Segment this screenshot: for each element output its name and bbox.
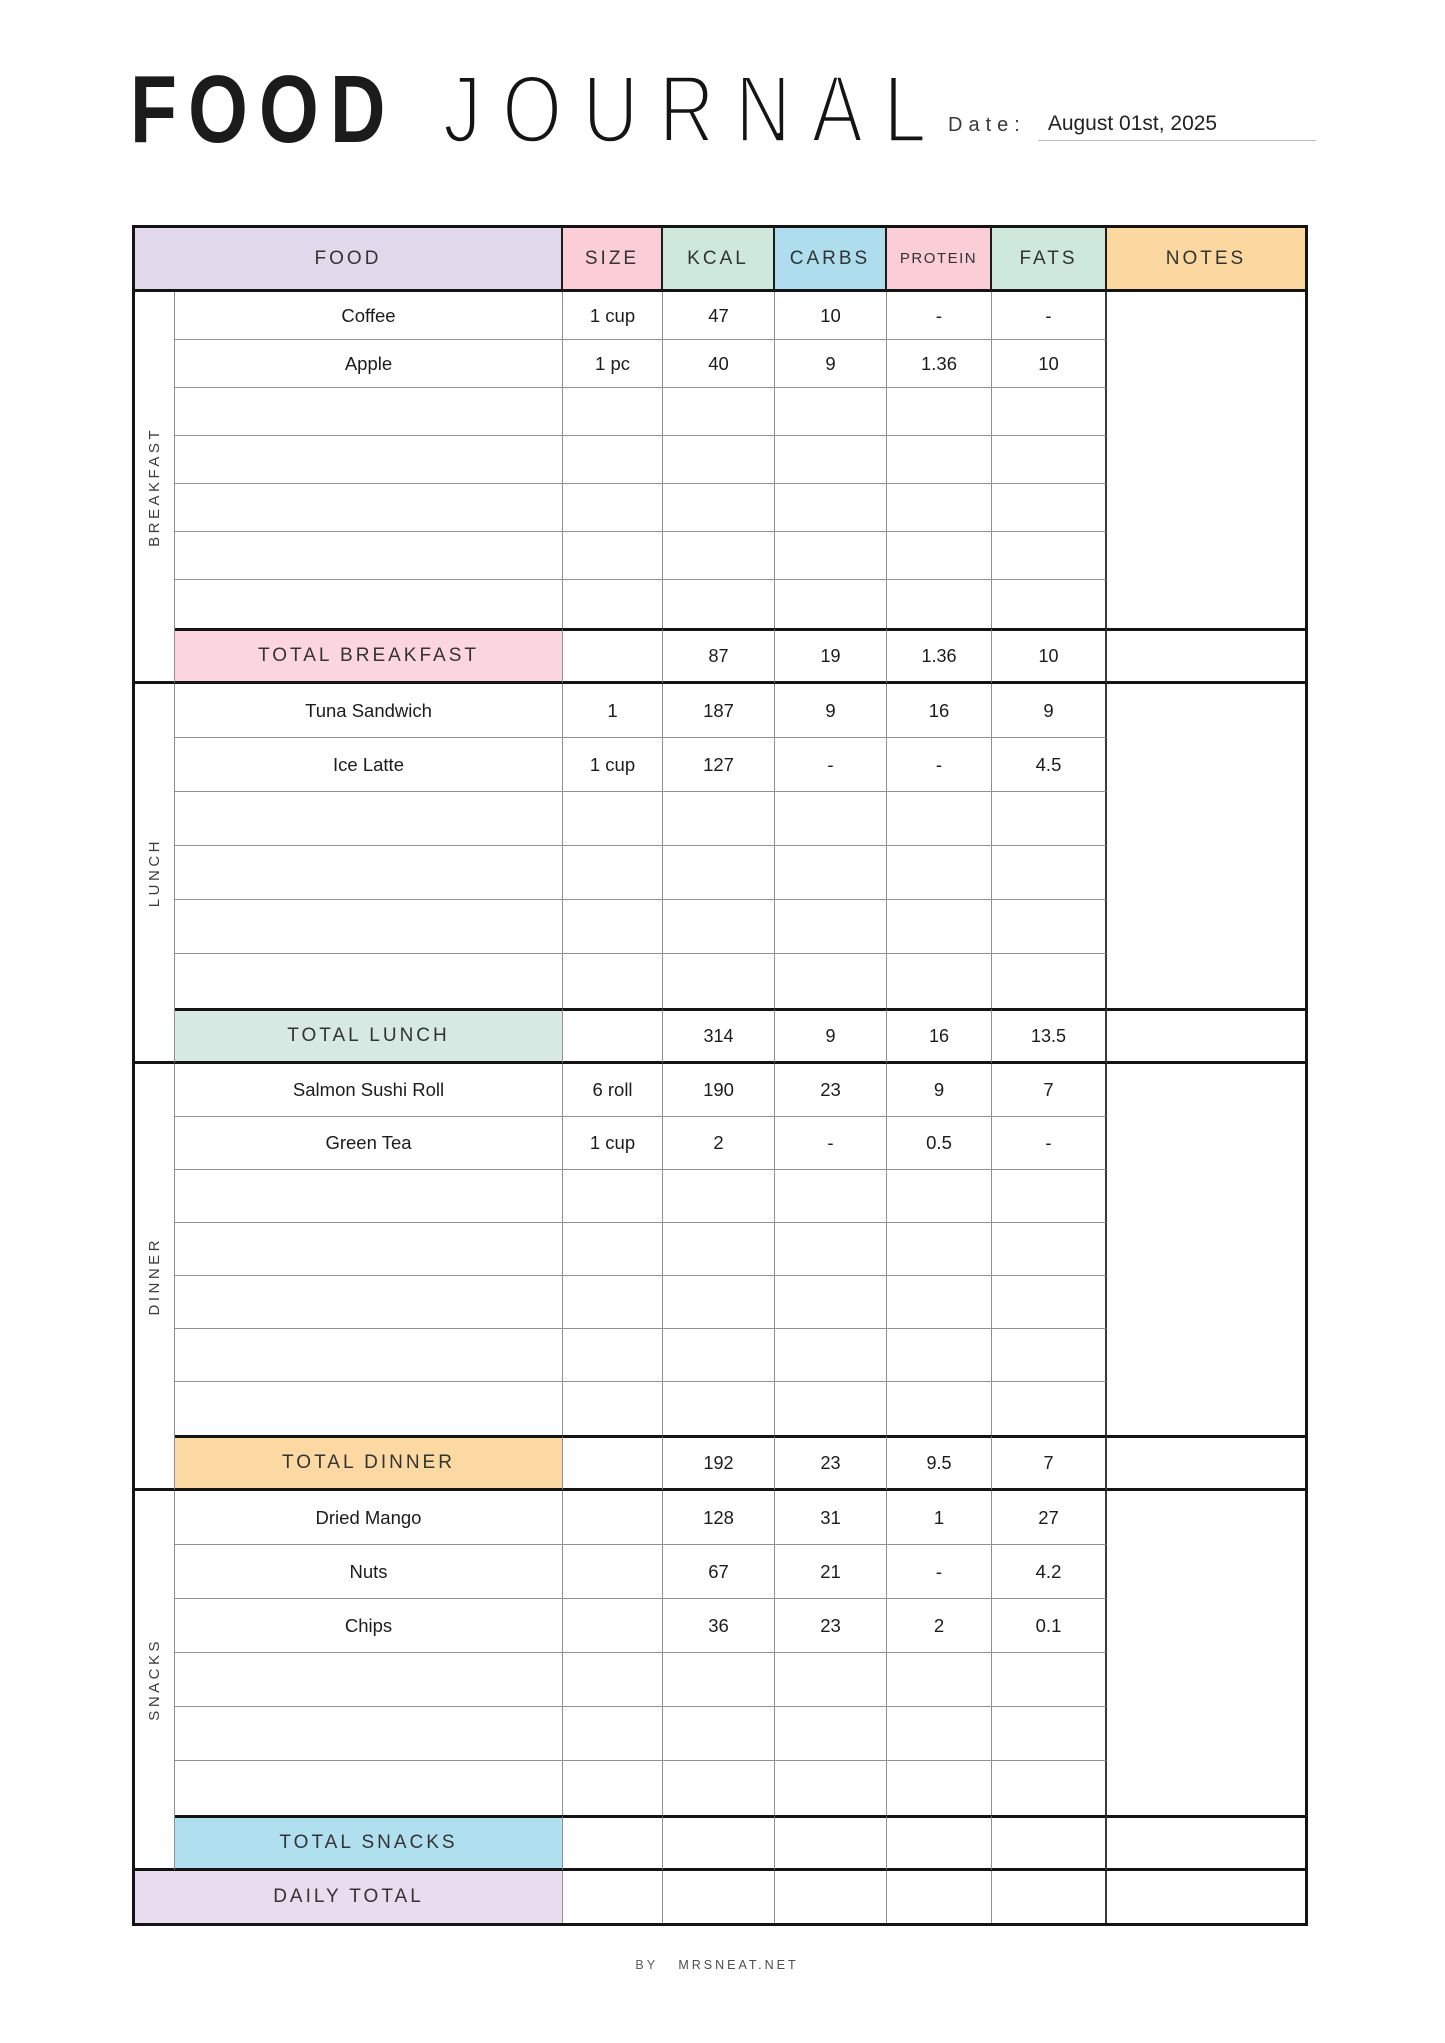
cell-breakfast-fats: [992, 436, 1107, 484]
cell-breakfast-food: Coffee: [175, 292, 563, 340]
cell-lunch-kcal: [663, 954, 775, 1008]
cell-dinner-size: 1 cup: [563, 1117, 663, 1170]
daily-cell-kcal: [663, 1871, 775, 1923]
cell-dinner-fats: 7: [992, 1064, 1107, 1117]
cell-snacks-size: [563, 1599, 663, 1653]
total-cell-breakfast-protein: 1.36: [887, 628, 992, 684]
cell-dinner-kcal: 190: [663, 1064, 775, 1117]
cell-lunch-protein: -: [887, 738, 992, 792]
cell-breakfast-kcal: [663, 580, 775, 628]
total-row-label-dinner: TOTAL DINNER: [175, 1435, 563, 1491]
cell-snacks-protein: 1: [887, 1491, 992, 1545]
cell-dinner-food: Green Tea: [175, 1117, 563, 1170]
cell-lunch-kcal: [663, 900, 775, 954]
section-label-lunch: [135, 684, 175, 1064]
cell-breakfast-size: [563, 484, 663, 532]
cell-lunch-food: Ice Latte: [175, 738, 563, 792]
cell-breakfast-food: [175, 388, 563, 436]
cell-dinner-food: [175, 1276, 563, 1329]
cell-snacks-kcal: [663, 1653, 775, 1707]
total-cell-snacks-carbs: [775, 1815, 887, 1871]
cell-breakfast-carbs: [775, 436, 887, 484]
cell-breakfast-size: [563, 532, 663, 580]
cell-breakfast-size: [563, 388, 663, 436]
cell-dinner-carbs: [775, 1223, 887, 1276]
cell-snacks-food: Nuts: [175, 1545, 563, 1599]
total-cell-dinner-notes: [1107, 1435, 1305, 1491]
cell-lunch-fats: [992, 792, 1107, 846]
cell-dinner-protein: [887, 1223, 992, 1276]
total-cell-snacks-notes: [1107, 1815, 1305, 1871]
cell-breakfast-kcal: [663, 484, 775, 532]
footer-credit: [132, 1958, 1302, 1972]
cell-lunch-protein: [887, 792, 992, 846]
daily-total-label: DAILY TOTAL: [135, 1871, 563, 1923]
cell-lunch-food: [175, 954, 563, 1008]
cell-breakfast-protein: [887, 532, 992, 580]
section-label-breakfast: [135, 292, 175, 684]
cell-dinner-kcal: [663, 1382, 775, 1435]
cell-lunch-protein: [887, 900, 992, 954]
header-food: FOOD: [135, 228, 563, 292]
section-label-dinner: [135, 1064, 175, 1491]
daily-cell-fats: [992, 1871, 1107, 1923]
cell-breakfast-fats: 10: [992, 340, 1107, 388]
cell-snacks-protein: [887, 1653, 992, 1707]
cell-breakfast-fats: [992, 580, 1107, 628]
cell-dinner-size: [563, 1223, 663, 1276]
notes-area-breakfast: [1107, 292, 1305, 628]
cell-breakfast-food: [175, 532, 563, 580]
cell-lunch-food: [175, 846, 563, 900]
cell-lunch-carbs: [775, 792, 887, 846]
cell-breakfast-carbs: [775, 532, 887, 580]
date-value: August 01st, 2025: [1038, 112, 1316, 141]
total-cell-dinner-fats: 7: [992, 1435, 1107, 1491]
daily-cell-carbs: [775, 1871, 887, 1923]
total-row-label-breakfast: TOTAL BREAKFAST: [175, 628, 563, 684]
cell-breakfast-size: 1 cup: [563, 292, 663, 340]
title-word-food: FOOD: [130, 56, 397, 163]
cell-breakfast-protein: [887, 484, 992, 532]
total-cell-dinner-carbs: 23: [775, 1435, 887, 1491]
section-label-snacks: [135, 1491, 175, 1871]
cell-lunch-carbs: [775, 900, 887, 954]
cell-snacks-kcal: [663, 1761, 775, 1815]
cell-lunch-protein: [887, 846, 992, 900]
cell-lunch-kcal: 187: [663, 684, 775, 738]
daily-cell-size: [563, 1871, 663, 1923]
total-cell-lunch-fats: 13.5: [992, 1008, 1107, 1064]
cell-snacks-size: [563, 1491, 663, 1545]
cell-dinner-fats: [992, 1329, 1107, 1382]
food-journal-table: [132, 225, 1308, 1926]
notes-area-snacks: [1107, 1491, 1305, 1815]
cell-dinner-size: [563, 1382, 663, 1435]
cell-snacks-kcal: 67: [663, 1545, 775, 1599]
cell-dinner-protein: [887, 1382, 992, 1435]
cell-lunch-fats: [992, 846, 1107, 900]
total-cell-breakfast-notes: [1107, 628, 1305, 684]
cell-breakfast-protein: [887, 388, 992, 436]
cell-snacks-protein: [887, 1761, 992, 1815]
total-cell-breakfast-carbs: 19: [775, 628, 887, 684]
cell-lunch-food: Tuna Sandwich: [175, 684, 563, 738]
cell-dinner-fats: [992, 1223, 1107, 1276]
cell-dinner-food: [175, 1329, 563, 1382]
cell-snacks-fats: [992, 1653, 1107, 1707]
cell-breakfast-kcal: [663, 532, 775, 580]
cell-lunch-kcal: 127: [663, 738, 775, 792]
cell-breakfast-food: [175, 580, 563, 628]
cell-lunch-carbs: [775, 954, 887, 1008]
cell-breakfast-food: Apple: [175, 340, 563, 388]
cell-snacks-kcal: 128: [663, 1491, 775, 1545]
cell-snacks-food: Chips: [175, 1599, 563, 1653]
footer-by: BY: [635, 1958, 658, 1972]
cell-breakfast-fats: [992, 532, 1107, 580]
cell-breakfast-protein: 1.36: [887, 340, 992, 388]
total-cell-lunch-protein: 16: [887, 1008, 992, 1064]
total-cell-snacks-size: [563, 1815, 663, 1871]
header-protein: PROTEIN: [887, 228, 992, 292]
total-cell-dinner-kcal: 192: [663, 1435, 775, 1491]
cell-dinner-fats: [992, 1276, 1107, 1329]
cell-snacks-food: [175, 1707, 563, 1761]
total-cell-snacks-kcal: [663, 1815, 775, 1871]
cell-dinner-kcal: [663, 1170, 775, 1223]
cell-dinner-food: Salmon Sushi Roll: [175, 1064, 563, 1117]
total-cell-snacks-fats: [992, 1815, 1107, 1871]
cell-breakfast-protein: [887, 580, 992, 628]
cell-dinner-carbs: -: [775, 1117, 887, 1170]
cell-breakfast-fats: -: [992, 292, 1107, 340]
cell-dinner-size: 6 roll: [563, 1064, 663, 1117]
title-word-journal: JOURNAL: [443, 56, 948, 163]
cell-snacks-size: [563, 1761, 663, 1815]
cell-dinner-carbs: [775, 1382, 887, 1435]
cell-dinner-fats: [992, 1170, 1107, 1223]
cell-lunch-size: 1: [563, 684, 663, 738]
total-cell-lunch-size: [563, 1008, 663, 1064]
cell-snacks-food: Dried Mango: [175, 1491, 563, 1545]
cell-breakfast-kcal: 47: [663, 292, 775, 340]
notes-area-lunch: [1107, 684, 1305, 1008]
cell-dinner-size: [563, 1329, 663, 1382]
cell-dinner-protein: 0.5: [887, 1117, 992, 1170]
cell-breakfast-kcal: [663, 436, 775, 484]
cell-dinner-carbs: [775, 1276, 887, 1329]
total-cell-lunch-notes: [1107, 1008, 1305, 1064]
cell-breakfast-protein: [887, 436, 992, 484]
cell-breakfast-food: [175, 484, 563, 532]
cell-lunch-size: [563, 900, 663, 954]
cell-breakfast-carbs: 9: [775, 340, 887, 388]
total-cell-breakfast-size: [563, 628, 663, 684]
total-cell-breakfast-kcal: 87: [663, 628, 775, 684]
cell-breakfast-protein: -: [887, 292, 992, 340]
cell-snacks-carbs: 23: [775, 1599, 887, 1653]
cell-snacks-size: [563, 1707, 663, 1761]
daily-cell-notes: [1107, 1871, 1305, 1923]
cell-snacks-size: [563, 1653, 663, 1707]
cell-snacks-fats: 27: [992, 1491, 1107, 1545]
cell-lunch-fats: [992, 900, 1107, 954]
total-cell-lunch-carbs: 9: [775, 1008, 887, 1064]
cell-breakfast-size: 1 pc: [563, 340, 663, 388]
cell-snacks-kcal: 36: [663, 1599, 775, 1653]
cell-dinner-protein: [887, 1276, 992, 1329]
cell-lunch-fats: 4.5: [992, 738, 1107, 792]
total-row-label-snacks: TOTAL SNACKS: [175, 1815, 563, 1871]
total-cell-dinner-size: [563, 1435, 663, 1491]
cell-breakfast-carbs: [775, 580, 887, 628]
cell-lunch-size: [563, 846, 663, 900]
cell-breakfast-kcal: 40: [663, 340, 775, 388]
cell-lunch-size: [563, 792, 663, 846]
cell-breakfast-carbs: [775, 484, 887, 532]
cell-snacks-protein: 2: [887, 1599, 992, 1653]
cell-dinner-protein: [887, 1329, 992, 1382]
date-label: Date:: [948, 114, 1026, 136]
cell-snacks-carbs: [775, 1761, 887, 1815]
section-label-dinner-text: DINNER: [146, 1236, 163, 1316]
cell-dinner-kcal: [663, 1329, 775, 1382]
cell-lunch-carbs: -: [775, 738, 887, 792]
cell-snacks-food: [175, 1761, 563, 1815]
cell-breakfast-kcal: [663, 388, 775, 436]
header-fats: FATS: [992, 228, 1107, 292]
cell-lunch-kcal: [663, 846, 775, 900]
cell-dinner-size: [563, 1276, 663, 1329]
cell-lunch-kcal: [663, 792, 775, 846]
total-cell-dinner-protein: 9.5: [887, 1435, 992, 1491]
cell-snacks-carbs: [775, 1707, 887, 1761]
header-carbs: CARBS: [775, 228, 887, 292]
cell-snacks-carbs: 31: [775, 1491, 887, 1545]
page-title: [130, 56, 948, 163]
cell-dinner-size: [563, 1170, 663, 1223]
cell-snacks-fats: 4.2: [992, 1545, 1107, 1599]
cell-dinner-protein: [887, 1170, 992, 1223]
cell-dinner-food: [175, 1382, 563, 1435]
cell-dinner-food: [175, 1223, 563, 1276]
cell-dinner-carbs: [775, 1170, 887, 1223]
date-field: [948, 112, 1316, 141]
cell-breakfast-fats: [992, 484, 1107, 532]
cell-dinner-kcal: [663, 1223, 775, 1276]
header-size: SIZE: [563, 228, 663, 292]
cell-lunch-size: 1 cup: [563, 738, 663, 792]
cell-snacks-carbs: [775, 1653, 887, 1707]
section-label-snacks-text: SNACKS: [146, 1638, 163, 1721]
section-label-lunch-text: LUNCH: [146, 837, 163, 908]
cell-breakfast-carbs: 10: [775, 292, 887, 340]
cell-snacks-fats: 0.1: [992, 1599, 1107, 1653]
cell-lunch-food: [175, 792, 563, 846]
footer-site: MRSNEAT.NET: [678, 1958, 799, 1972]
cell-lunch-size: [563, 954, 663, 1008]
cell-snacks-food: [175, 1653, 563, 1707]
cell-breakfast-fats: [992, 388, 1107, 436]
cell-lunch-food: [175, 900, 563, 954]
cell-dinner-kcal: [663, 1276, 775, 1329]
cell-lunch-carbs: [775, 846, 887, 900]
total-cell-lunch-kcal: 314: [663, 1008, 775, 1064]
cell-dinner-fats: [992, 1382, 1107, 1435]
section-label-breakfast-text: BREAKFAST: [146, 426, 163, 547]
header-notes: NOTES: [1107, 228, 1305, 292]
cell-dinner-kcal: 2: [663, 1117, 775, 1170]
daily-cell-protein: [887, 1871, 992, 1923]
cell-dinner-food: [175, 1170, 563, 1223]
cell-snacks-carbs: 21: [775, 1545, 887, 1599]
cell-snacks-protein: -: [887, 1545, 992, 1599]
cell-breakfast-size: [563, 580, 663, 628]
cell-snacks-fats: [992, 1761, 1107, 1815]
cell-lunch-protein: 16: [887, 684, 992, 738]
header-kcal: KCAL: [663, 228, 775, 292]
cell-lunch-carbs: 9: [775, 684, 887, 738]
cell-snacks-fats: [992, 1707, 1107, 1761]
total-cell-breakfast-fats: 10: [992, 628, 1107, 684]
total-row-label-lunch: TOTAL LUNCH: [175, 1008, 563, 1064]
cell-lunch-fats: 9: [992, 684, 1107, 738]
total-cell-snacks-protein: [887, 1815, 992, 1871]
cell-lunch-fats: [992, 954, 1107, 1008]
cell-breakfast-size: [563, 436, 663, 484]
cell-dinner-carbs: 23: [775, 1064, 887, 1117]
cell-breakfast-carbs: [775, 388, 887, 436]
cell-dinner-fats: -: [992, 1117, 1107, 1170]
cell-dinner-carbs: [775, 1329, 887, 1382]
cell-breakfast-food: [175, 436, 563, 484]
cell-snacks-size: [563, 1545, 663, 1599]
cell-lunch-protein: [887, 954, 992, 1008]
notes-area-dinner: [1107, 1064, 1305, 1435]
cell-snacks-kcal: [663, 1707, 775, 1761]
cell-dinner-protein: 9: [887, 1064, 992, 1117]
cell-snacks-protein: [887, 1707, 992, 1761]
